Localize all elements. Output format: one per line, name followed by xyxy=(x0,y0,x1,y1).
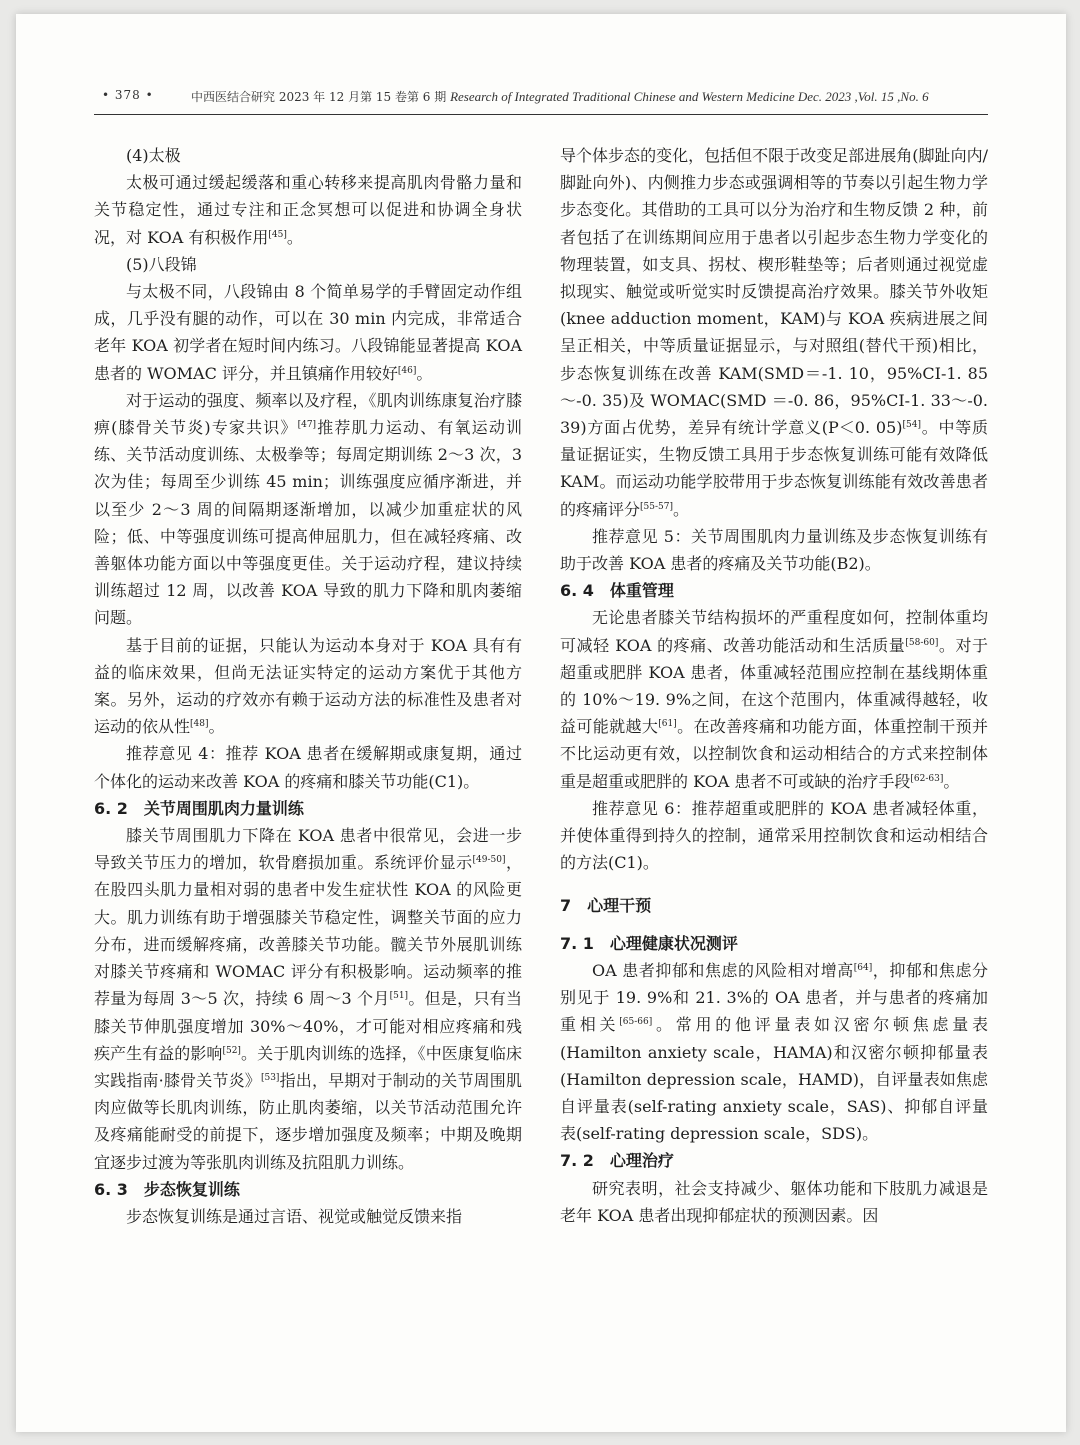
journal-title-cn: 中西医结合研究 2023 年 12 月第 15 卷第 6 期 xyxy=(191,90,447,104)
body-paragraph xyxy=(560,604,988,794)
citation: [48] xyxy=(190,719,209,730)
body-paragraph xyxy=(94,1203,522,1230)
paragraph-text: (5)八段锦 xyxy=(126,254,197,274)
paragraph-text: ，抑郁和焦虑分别见于 19. 9%和 21. 3%的 OA 患者，并与患者的疼痛加重相关 xyxy=(560,960,988,1035)
paragraph-text: 导个体步态的变化，包括但不限于改变足部进展角(脚趾向内/脚趾向外)、内侧推力步态或强调相等的节奏以引起生物力学步态变化。其借助的工具可以分为治疗和生物反馈 2 种，前者包括了在训练期间应用于患者以引起步态生物力学变化的物理装置，如支具、拐杖、楔形鞋垫等；后者则通过视觉虚拟现实、触觉或听觉实时反馈提高治疗效果。膝关节外收矩(knee adduction moment，KAM)与 KOA 疾病进展之间呈正相关，中等质量证据显示，与对照组(替代干预)相比，步态恢复训练在改善 KAM(SMD＝-1. 10，95%CI-1. 85 ～-0. 35)及 WOMAC(SMD ＝-0. 86，95%CI-1. 33～-0. 39)方面占优势，差异有统计学意义(P＜0. 05) xyxy=(560,146,988,438)
journal-page xyxy=(16,14,1066,1432)
subsection-label xyxy=(94,251,522,278)
citation: [51] xyxy=(389,991,409,1002)
body-paragraph xyxy=(560,523,988,577)
right-column xyxy=(560,142,988,1229)
citation: [61] xyxy=(658,719,677,730)
header-rule xyxy=(94,114,988,115)
paragraph-text: 。常用的他评量表如汉密尔顿焦虑量表(Hamilton anxiety scale，HAMA)和汉密尔顿抑郁量表(Hamilton depression scale，HAMD)，自评量表如焦虑自评量表(self-rating anxiety scale，SAS)、抑郁自评量表(self-rating depression scale，SDS)。 xyxy=(560,1015,988,1144)
paragraph-text: 。在改善疼痛和功能方面，体重控制干预并不比运动更有效，以控制饮食和运动相结合的方式来控制体重是超重或肥胖的 KOA 患者不可或缺的治疗手段 xyxy=(560,717,988,791)
body-paragraph xyxy=(94,822,522,1176)
body-paragraph xyxy=(560,795,988,877)
citation: [58-60] xyxy=(905,637,939,648)
paragraph-text: ，在股四头肌力量相对弱的患者中发生症状性 KOA 的风险更大。肌力训练有助于增强膝关节稳定性，调整关节面的应力分布，进而缓解疼痛，改善膝关节功能。髋关节外展肌训练对膝关节疼痛和 WOMAC 评分有积极影响。运动频率的推荐量为每周 3～5 次，持续 6 周～3 个月 xyxy=(94,853,522,1009)
paragraph-text: OA 患者抑郁和焦虑的风险相对增高 xyxy=(592,960,854,980)
section-heading: 7 心理干预 xyxy=(560,896,652,916)
citation: [46] xyxy=(397,365,417,376)
section-heading: 6. 2 关节周围肌肉力量训练 xyxy=(94,798,304,818)
subsection-label xyxy=(94,142,522,169)
paragraph-text: 研究表明，社会支持减少、躯体功能和下肢肌力减退是老年 KOA 患者出现抑郁症状的预测因素。因 xyxy=(560,1178,988,1225)
citation: [65-66] xyxy=(619,1017,653,1028)
section-heading: 7. 2 心理治疗 xyxy=(560,1151,674,1171)
body-paragraph xyxy=(560,957,988,1147)
paragraph-text: 与太极不同，八段锦由 8 个简单易学的手臂固定动作组成，几乎没有腿的动作，可以在 30 min 内完成，非常适合老年 KOA 初学者在短时间内练习。八段锦能显著提高 KOA 患者的 WOMAC 评分，并且镇痛作用较好 xyxy=(94,282,522,383)
paragraph-text: 基于目前的证据，只能认为运动本身对于 KOA 具有有益的临床效果，但尚无法证实特定的运动方案优于其他方案。另外，运动的疗效亦有赖于运动方法的标准性及患者对运动的依从性 xyxy=(94,635,522,737)
paragraph-text: 。关于肌肉训练的选择，《中医康复临床实践指南·膝骨关节炎》 xyxy=(94,1043,522,1090)
paragraph-text: 。但是，只有当膝关节伸肌强度增加 30%～40%，才可能对相应疼痛和残疾产生有益的影响 xyxy=(94,989,522,1063)
journal-title xyxy=(191,88,929,105)
paragraph-text: 。对于超重或肥胖 KOA 患者，体重减轻范围应控制在基线期体重的 10%～19. 9%之间，在这个范围内，体重减得越轻，收益可能就越大 xyxy=(560,635,988,737)
paragraph-text: 。中等质量证据证实，生物反馈工具用于步态恢复训练可能有效降低 KAM。而运动功能学胶带用于步态恢复训练能有效改善患者的疼痛评分 xyxy=(560,418,988,519)
citation: [49-50] xyxy=(472,855,506,866)
paragraph-text: 无论患者膝关节结构损坏的严重程度如何，控制体重均可减轻 KOA 的疼痛、改善功能活动和生活质量 xyxy=(560,608,988,655)
body-paragraph xyxy=(94,387,522,632)
citation: [62-63] xyxy=(910,773,944,784)
paragraph-text: 。 xyxy=(943,771,960,791)
citation: [52] xyxy=(222,1045,241,1056)
body-paragraph xyxy=(560,1175,988,1229)
paragraph-text: 步态恢复训练是通过言语、视觉或触觉反馈来指 xyxy=(126,1206,463,1226)
left-column xyxy=(94,142,522,1230)
citation: [54] xyxy=(902,420,921,431)
paragraph-text: 推荐意见 4：推荐 KOA 患者在缓解期或康复期，通过个体化的运动来改善 KOA 的疼痛和膝关节功能(C1)。 xyxy=(94,744,522,791)
page-number: • 378 • xyxy=(102,88,154,102)
paragraph-text: 推荐意见 5：关节周围肌肉力量训练及步态恢复训练有助于改善 KOA 患者的疼痛及关节功能(B2)。 xyxy=(560,526,988,574)
paragraph-text: 。 xyxy=(416,363,433,383)
citation: [53] xyxy=(260,1072,280,1083)
body-paragraph xyxy=(94,740,522,794)
journal-title-en: Research of Integrated Traditional Chinese and Western Medicine Dec. 2023 ,Vol. 15 ,No. 6 xyxy=(450,89,929,104)
paragraph-text: 膝关节周围肌力下降在 KOA 患者中很常见，会进一步导致关节压力的增加，软骨磨损加重。系统评价显示 xyxy=(94,826,522,873)
paragraph-text: 。 xyxy=(286,227,303,247)
paragraph-text: 。 xyxy=(672,499,689,519)
paragraph-text: 。 xyxy=(208,717,225,737)
section-heading: 6. 3 步态恢复训练 xyxy=(94,1179,240,1199)
body-paragraph xyxy=(94,278,522,387)
paragraph-text: 推荐肌力运动、有氧运动训练、关节活动度训练、太极拳等；每周定期训练 2～3 次，3 次为佳；每周至少训练 45 min；训练强度应循序渐进，并以至少 2～3 周的间隔期逐渐增加，以减少加重症状的风险；低、中等强度训练可提高伸屈肌力，但在减轻疼痛、改善躯体功能方面以中等强度更佳。关于运动疗程，建议持续训练超过 12 周，以改善 KOA 导致的肌力下降和肌肉萎缩问题。 xyxy=(94,418,522,628)
paragraph-text: 对于运动的强度、频率以及疗程，《肌肉训练康复治疗膝痹(膝骨关节炎)专家共识》 xyxy=(94,390,522,438)
paragraph-text: (4)太极 xyxy=(126,146,181,165)
paragraph-text: 太极可通过缓起缓落和重心转移来提高肌肉骨骼力量和关节稳定性，通过专注和正念冥想可以促进和协调全身状况，对 KOA 有积极作用 xyxy=(94,173,522,247)
section-heading: 6. 4 体重管理 xyxy=(560,581,674,601)
citation: [47] xyxy=(297,420,317,431)
body-paragraph xyxy=(94,169,522,251)
section-heading: 7. 1 心理健康状况测评 xyxy=(560,933,738,953)
paragraph-text: 指出，早期对于制动的关节周围肌肉应做等长肌肉训练，防止肌肉萎缩，以关节活动范围允许及疼痛能耐受的前提下，逐步增加强度及频率；中期及晚期宜逐步过渡为等张肌肉训练及抗阻肌力训练。 xyxy=(94,1070,522,1172)
paragraph-text: 推荐意见 6：推荐超重或肥胖的 KOA 患者减轻体重，并使体重得到持久的控制，通常采用控制饮食和运动相结合的方法(C1)。 xyxy=(560,798,988,873)
citation: [64] xyxy=(853,962,873,973)
running-header xyxy=(16,88,1066,112)
citation: [45] xyxy=(268,229,287,240)
body-paragraph xyxy=(560,142,988,523)
citation: [55-57] xyxy=(640,501,673,512)
body-paragraph xyxy=(94,632,522,741)
